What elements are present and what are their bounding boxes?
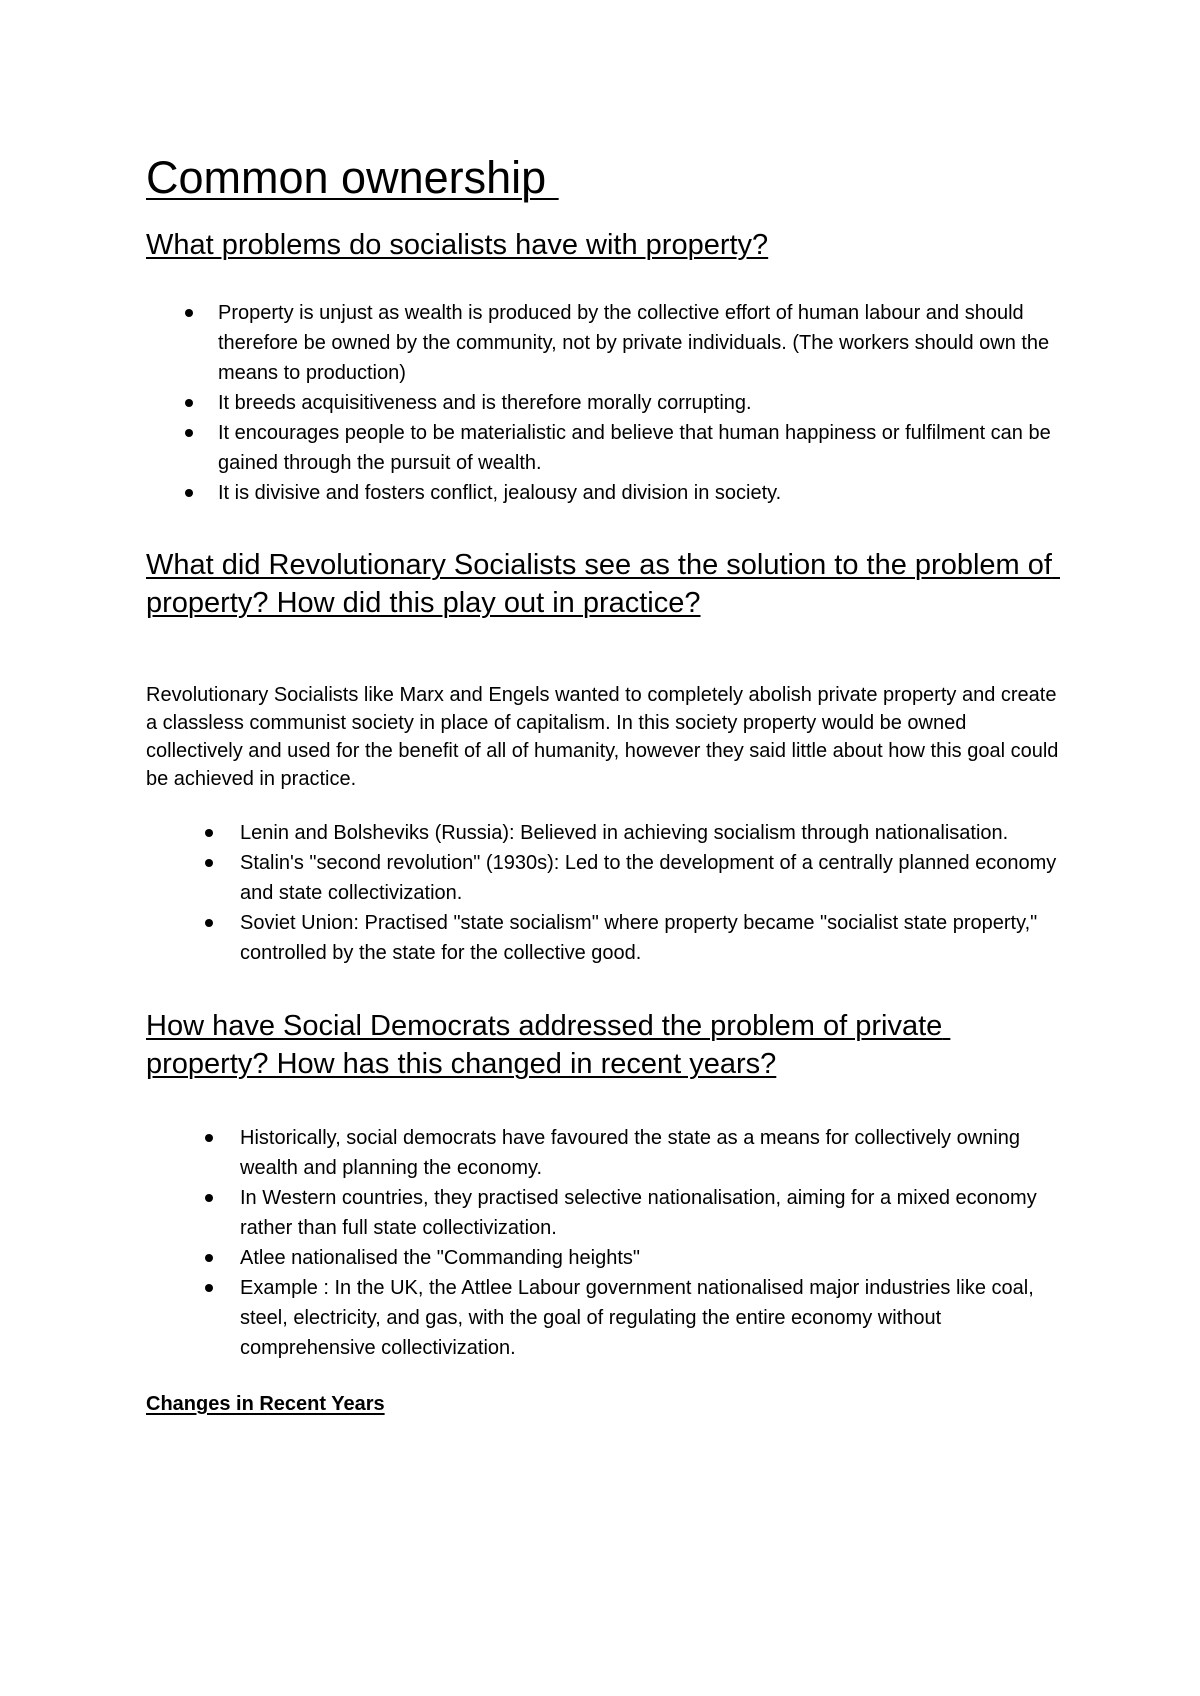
social-democrats-list — [146, 1123, 1066, 1363]
section-heading-social-democrats: How have Social Democrats addressed the problem of private property? How has this changed in recent years? — [146, 1010, 951, 1080]
list-item-text: It encourages people to be materialistic and believe that human happiness or fulfilment can be gained through the pursuit of wealth. — [218, 422, 1051, 474]
section-heading-revolutionary: What did Revolutionary Socialists see as the solution to the problem of property? How did this play out in practice? — [146, 549, 1060, 619]
list-item — [218, 388, 1078, 418]
list-item — [240, 1123, 1066, 1183]
list-item-text: Lenin and Bolsheviks (Russia): Believed in achieving socialism through nationalisation. — [240, 822, 1009, 844]
list-item — [240, 1183, 1066, 1243]
bullet-icon — [205, 829, 213, 837]
list-item-text: Atlee nationalised the "Commanding heights" — [240, 1247, 640, 1269]
section-heading-problems: What problems do socialists have with property? — [146, 229, 769, 261]
bullet-icon — [185, 399, 193, 407]
list-item-text: Example : In the UK, the Attlee Labour government nationalised major industries like coal, steel, electricity, and gas, with the goal of regulating the entire economy without comprehensive collectivization. — [240, 1277, 1034, 1359]
revolutionary-paragraph: Revolutionary Socialists like Marx and Engels wanted to completely abolish private property and create a classless communist society in place of capitalism. In this society property would be owned collectively and used for the benefit of all of humanity, however they said little about how this goal could be achieved in practice. — [146, 684, 1059, 790]
list-item — [240, 818, 1066, 848]
bullet-icon — [205, 1134, 213, 1142]
list-item — [218, 418, 1078, 478]
document-content — [146, 148, 1066, 1418]
bullet-icon — [185, 489, 193, 497]
list-item — [240, 908, 1066, 968]
bullet-icon — [205, 1284, 213, 1292]
bullet-icon — [185, 429, 193, 437]
list-item-text: Property is unjust as wealth is produced by the collective effort of human labour and should therefore be owned by the community, not by private individuals. (The workers should own the means to production) — [218, 302, 1050, 384]
list-item-text: It breeds acquisitiveness and is therefore morally corrupting. — [218, 392, 752, 414]
list-item-text: In Western countries, they practised selective nationalisation, aiming for a mixed economy rather than full state collectivization. — [240, 1187, 1037, 1239]
revolutionary-list — [146, 818, 1066, 968]
problems-list — [146, 298, 1078, 508]
subheading-changes: Changes in Recent Years — [146, 1393, 385, 1415]
list-item-text: Soviet Union: Practised "state socialism" where property became "socialist state property," controlled by the state for the collective good. — [240, 912, 1038, 964]
bullet-icon — [205, 1254, 213, 1262]
list-item — [240, 848, 1066, 908]
bullet-icon — [205, 1194, 213, 1202]
document-title: Common ownership — [146, 152, 559, 203]
list-item — [218, 298, 1078, 388]
list-item-text: It is divisive and fosters conflict, jealousy and division in society. — [218, 482, 782, 504]
list-item-text: Historically, social democrats have favoured the state as a means for collectively owning wealth and planning the economy. — [240, 1127, 1020, 1179]
bullet-icon — [205, 859, 213, 867]
list-item-text: Stalin's "second revolution" (1930s): Led to the development of a centrally planned economy and state collectivization. — [240, 852, 1057, 904]
list-item — [240, 1243, 1066, 1273]
bullet-icon — [205, 919, 213, 927]
bullet-icon — [185, 309, 193, 317]
list-item — [240, 1273, 1066, 1363]
list-item — [218, 478, 1078, 508]
